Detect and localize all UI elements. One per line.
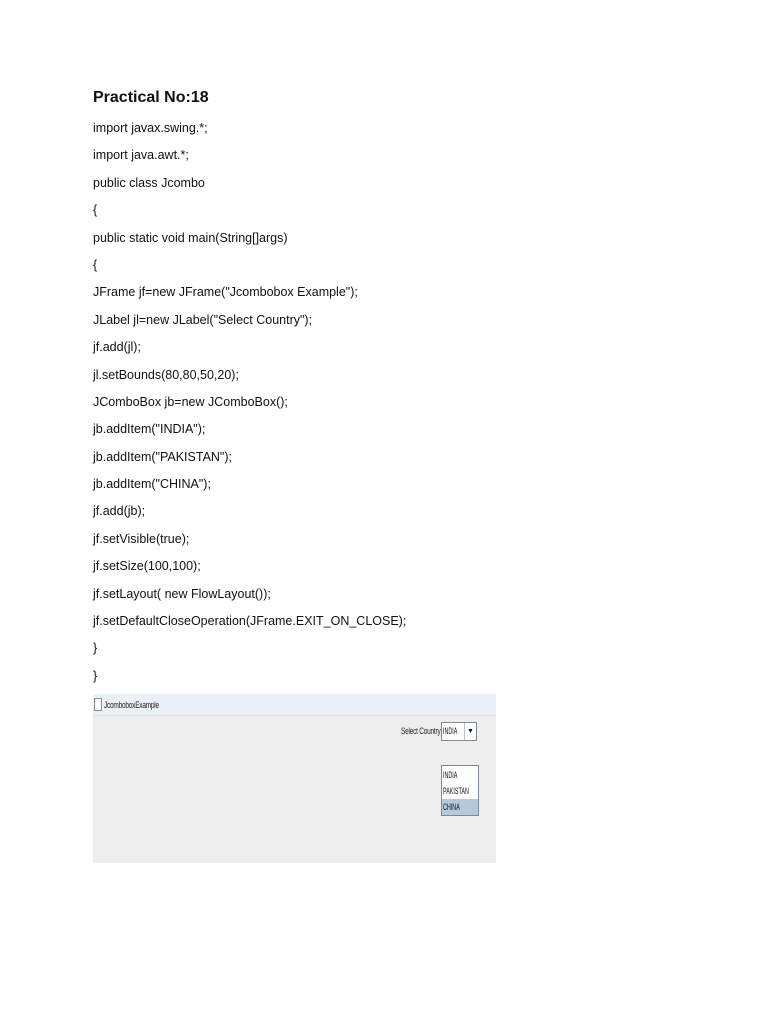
window-title: JcomboboxExample [104,699,159,710]
code-line: public class Jcombo [93,175,205,190]
combobox-option-india[interactable]: INDIA [443,770,458,780]
code-line: jl.setBounds(80,80,50,20); [93,367,239,382]
code-line: JFrame jf=new JFrame("Jcombobox Example"); [93,285,358,300]
code-line: jb.addItem("INDIA"); [93,422,206,437]
code-line: jf.add(jb); [93,504,146,519]
combobox-selected-value: INDIA [443,726,458,736]
code-line: public static void main(String[]args) [93,230,288,245]
code-line: jb.addItem("PAKISTAN"); [93,449,233,464]
java-window-icon [94,698,102,711]
window-titlebar [93,694,496,716]
code-line: { [93,203,98,218]
code-line: } [93,668,98,683]
select-country-label: Select Country [401,726,441,736]
code-line: JLabel jl=new JLabel("Select Country"); [93,312,313,327]
combobox-option-pakistan[interactable]: PAKISTAN [443,786,469,796]
code-line: jf.setLayout( new FlowLayout()); [93,586,271,601]
code-line: JComboBox jb=new JComboBox(); [93,394,288,409]
code-listing [93,119,406,694]
code-line: jf.add(jl); [93,340,141,355]
code-line: jf.setSize(100,100); [93,559,201,574]
code-line: } [93,641,98,656]
code-line: jf.setDefaultCloseOperation(JFrame.EXIT_ON_CLOSE); [93,614,407,629]
combobox-option-china[interactable]: CHINA [442,799,478,815]
page-title: Practical No:18 [93,89,209,106]
window-content [93,716,496,863]
code-line: jb.addItem("CHINA"); [93,477,211,492]
combobox-popup-list [441,765,479,816]
country-combobox[interactable] [441,722,477,741]
code-line: import javax.swing.*; [93,121,208,135]
code-line: jf.setVisible(true); [93,531,190,546]
code-line: import java.awt.*; [93,148,189,163]
code-line: { [93,257,98,272]
triangle-down-icon[interactable]: ▼ [464,723,476,740]
output-window-screenshot [93,694,496,863]
